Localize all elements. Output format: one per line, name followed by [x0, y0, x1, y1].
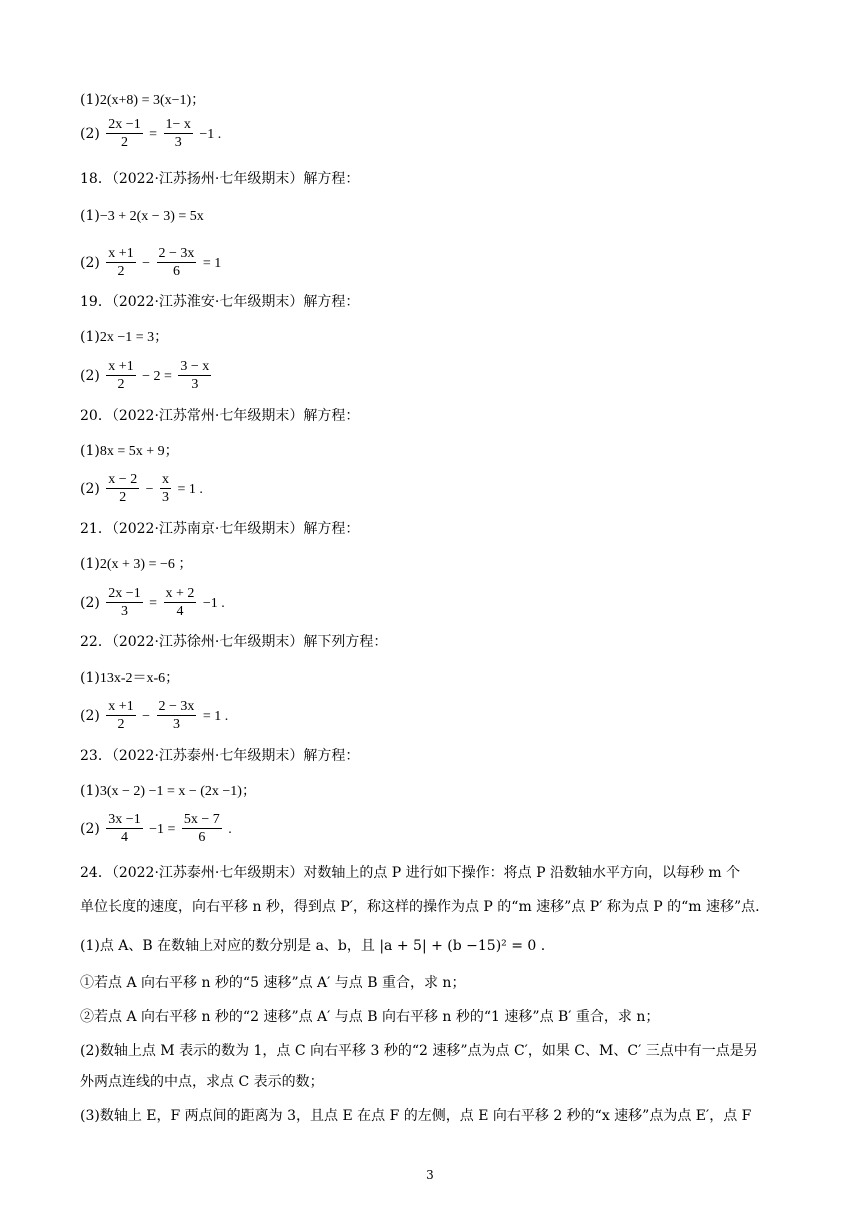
fraction: $\frac{3x -1}{4}$: [108, 812, 141, 845]
fraction: $\frac{2 - 3x}{3}$: [158, 699, 195, 732]
problem-24-part-1b: ②若点 A 向右平移 n 秒的“2 速移”点 A′ 与点 B 向右平移 n 秒的“1 速移”点 B′ 重合，求 n；: [80, 1009, 660, 1025]
problem-21-heading: 21．（2022·江苏南京·七年级期末）解方程：: [80, 521, 360, 537]
problem-24-part-2-cont: 外两点连线的中点，求点 C 表示的数；: [80, 1074, 324, 1090]
problem-24-part-3: (3)数轴上 E，F 两点间的距离为 3，且点 E 在点 F 的左侧，点 E 向右平移 2 秒的“x 速移”点为点 E′，点 F: [80, 1108, 752, 1124]
eq-23-2: (2) $\frac{3x -1}{4}$ −1 = $\frac{5x - 7}{6}$ .: [80, 812, 232, 845]
problem-24-line-2: 单位长度的速度，向右平移 n 秒，得到点 P′，称这样的操作为点 P 的“m 速移”点 P′ 称为点 P 的“m 速移”点.: [80, 899, 760, 915]
fraction: $\frac{x +1}{2}$: [108, 699, 134, 732]
fraction: $\frac{2 - 3x}{6}$: [158, 246, 195, 279]
fraction: $\frac{2x -1}{2}$: [108, 117, 141, 150]
eq-21-2: (2) $\frac{2x -1}{3}$ = $\frac{x + 2}{4}$ −1 .: [80, 586, 225, 619]
fraction: $\frac{x - 2}{2}$: [108, 472, 138, 505]
eq-22-1: (1)13x-2＝x-6；: [80, 670, 180, 686]
eq-22-2: (2) $\frac{x +1}{2}$ − $\frac{2 - 3x}{3}$ = 1 .: [80, 699, 229, 732]
problem-22-heading: 22．（2022·江苏徐州·七年级期末）解下列方程：: [80, 634, 388, 650]
eq-21-1: (1)2(x + 3) = −6 ；: [80, 556, 193, 572]
eq-19-1: (1)2x −1 = 3；: [80, 329, 169, 345]
problem-19-heading: 19．（2022·江苏淮安·七年级期末）解方程：: [80, 294, 360, 310]
fraction: $\frac{3 - x}{3}$: [180, 359, 210, 392]
fraction: $\frac{x +1}{2}$: [108, 359, 134, 392]
problem-23-heading: 23．（2022·江苏泰州·七年级期末）解方程：: [80, 748, 360, 764]
problem-24-part-2: (2)数轴上点 M 表示的数为 1，点 C 向右平移 3 秒的“2 速移”点为点 C′，如果 C、M、C′ 三点中有一点是另: [80, 1043, 758, 1059]
fraction: $\frac{x +1}{2}$: [108, 246, 134, 279]
eq-23-1: (1)3(x − 2) −1 = x − (2x −1)；: [80, 783, 256, 799]
page-number: 3: [426, 1168, 434, 1182]
eq-20-2: (2) $\frac{x - 2}{2}$ − $\frac{x}{3}$ = 1 .: [80, 472, 203, 505]
fraction: $\frac{5x - 7}{6}$: [183, 812, 220, 845]
problem-20-heading: 20．（2022·江苏常州·七年级期末）解方程：: [80, 408, 360, 424]
fraction: $\frac{x}{3}$: [162, 472, 170, 505]
eq-17-2: (2) $\frac{2x -1}{2}$ = $\frac{1- x}{3}$ −1 .: [80, 117, 222, 150]
fraction: $\frac{2x -1}{3}$: [108, 586, 141, 619]
eq-18-2: (2) $\frac{x +1}{2}$ − $\frac{2 - 3x}{6}$ = 1: [80, 246, 222, 279]
problem-24-part-1: (1)点 A、B 在数轴上对应的数分别是 a、b，且 |a + 5| + (b −15)² = 0 .: [80, 938, 546, 954]
eq-19-2: (2) $\frac{x +1}{2}$ − 2 = $\frac{3 - x}{3}$: [80, 359, 210, 392]
fraction: $\frac{x + 2}{4}$: [165, 586, 195, 619]
eq-18-1: (1)−3 + 2(x − 3) = 5x: [80, 208, 204, 224]
eq-17-1: (1)2(x+8) = 3(x−1)；: [80, 92, 206, 108]
problem-24-line-1: 24．（2022·江苏泰州·七年级期末）对数轴上的点 P 进行如下操作：将点 P 沿数轴水平方向，以每秒 m 个: [80, 865, 741, 881]
problem-24-part-1a: ①若点 A 向右平移 n 秒的“5 速移”点 A′ 与点 B 重合，求 n；: [80, 975, 466, 991]
equation: 2(x+8) = 3(x−1)；: [99, 93, 206, 108]
problem-18-heading: 18．（2022·江苏扬州·七年级期末）解方程：: [80, 171, 360, 187]
fraction: $\frac{1- x}{3}$: [165, 117, 191, 150]
eq-20-1: (1)8x = 5x + 9；: [80, 443, 179, 459]
